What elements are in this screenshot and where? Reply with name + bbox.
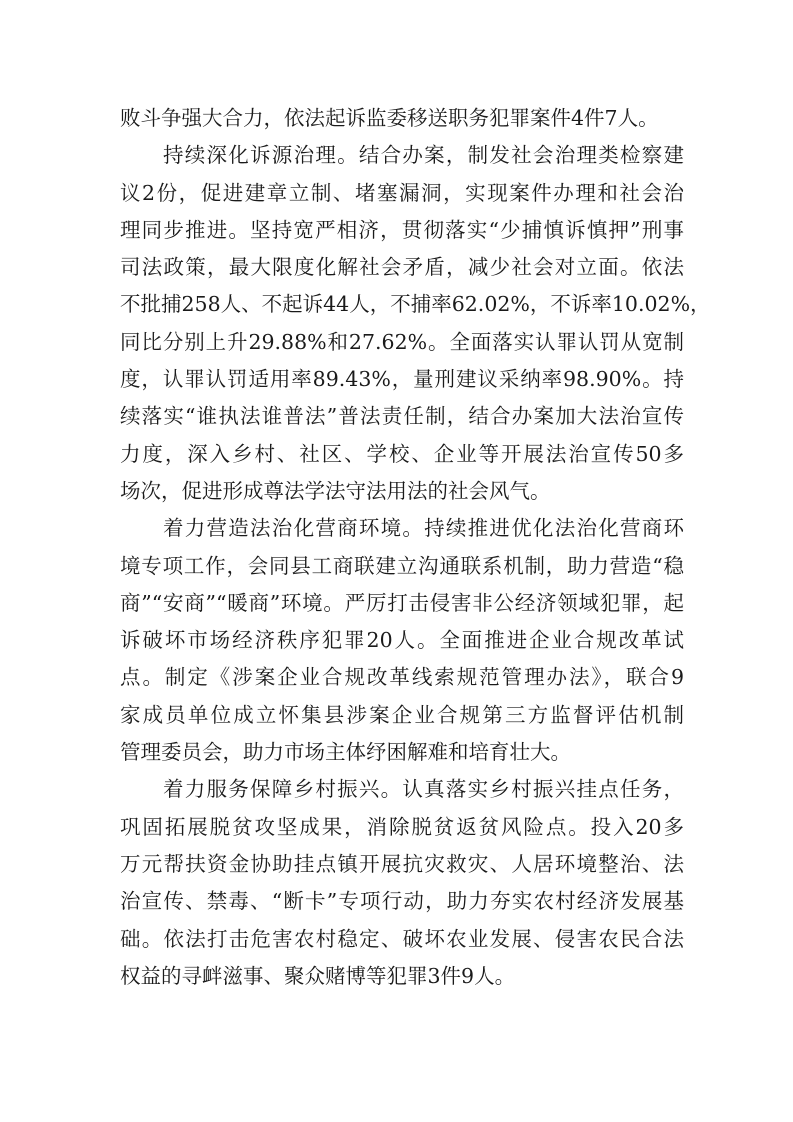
text-line: 万元帮扶资金协助挂点镇开展抗灾救灾、人居环境整治、法 [120, 851, 684, 876]
text-line: 同比分别上升29.88%和27.62%。全面落实认罪认罚从宽制 [120, 329, 684, 354]
text-line: 诉破坏市场经济秩序犯罪20人。全面推进企业合规改革试 [120, 628, 684, 653]
text-line: 治宣传、禁毒、“断卡”专项行动，助力夯实农村经济发展基 [120, 889, 684, 914]
paragraph-first-line: 持续深化诉源治理。结合办案，制发社会治理类检察建 [163, 143, 684, 168]
text-line: 点。制定《涉案企业合规改革线索规范管理办法》，联合9 [120, 665, 684, 690]
paragraph-first-line: 着力营造法治化营商环境。持续推进优化法治化营商环 [163, 516, 684, 541]
text-line: 度，认罪认罚适用率89.43%，量刑建议采纳率98.90%。持 [120, 367, 684, 392]
text-line: 场次，促进形成尊法学法守法用法的社会风气。 [120, 478, 551, 503]
text-line: 续落实“谁执法谁普法”普法责任制，结合办案加大法治宣传 [120, 404, 684, 429]
text-line: 管理委员会，助力市场主体纾困解难和培育壮大。 [120, 740, 571, 765]
text-line: 力度，深入乡村、社区、学校、企业等开展法治宣传50多 [120, 441, 684, 466]
text-line: 权益的寻衅滋事、聚众赌博等犯罪3件9人。 [120, 963, 516, 988]
text-line: 家成员单位成立怀集县涉案企业合规第三方监督评估机制 [120, 702, 684, 727]
text-line: 商”“安商”“暖商”环境。严厉打击侵害非公经济领域犯罪，起 [120, 590, 684, 615]
text-line: 理同步推进。坚持宽严相济，贯彻落实“少捕慎诉慎押”刑事 [120, 217, 684, 242]
paragraph-first-line: 着力服务保障乡村振兴。认真落实乡村振兴挂点任务， [163, 777, 684, 802]
text-line: 败斗争强大合力，依法起诉监委移送职务犯罪案件4件7人。 [120, 106, 659, 130]
document-page [120, 100, 711, 995]
text-line: 司法政策，最大限度化解社会矛盾，减少社会对立面。依法 [120, 255, 684, 280]
text-line: 境专项工作，会同县工商联建立沟通联系机制，助力营造“稳 [120, 553, 684, 578]
text-line: 不批捕258人、不起诉44人，不捕率62.02%，不诉率10.02%， [120, 292, 711, 317]
text-line: 议2份，促进建章立制、堵塞漏洞，实现案件办理和社会治 [120, 180, 684, 205]
text-line: 础。依法打击危害农村稳定、破坏农业发展、侵害农民合法 [120, 926, 684, 951]
text-line: 巩固拓展脱贫攻坚成果，消除脱贫返贫风险点。投入20多 [120, 814, 684, 839]
